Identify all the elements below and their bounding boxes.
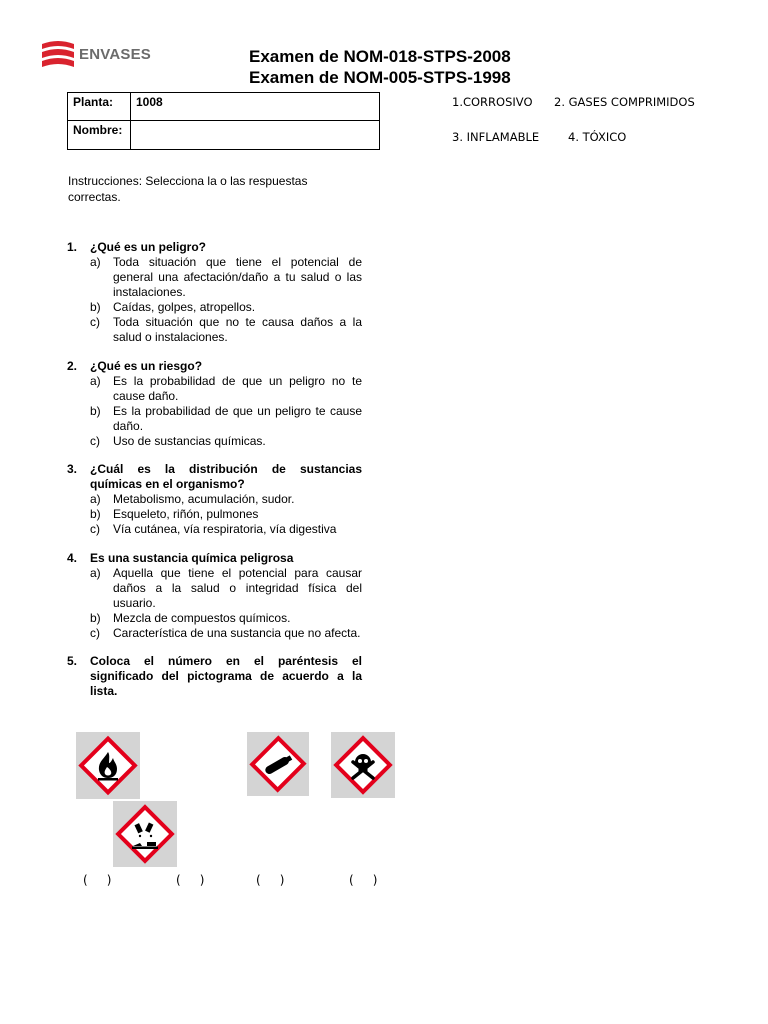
answer-option[interactable]: b) Caídas, golpes, atropellos.	[90, 300, 256, 314]
answer-blank-2[interactable]: ( )	[176, 873, 205, 887]
exam-title-1: Examen de NOM-018-STPS-2008	[249, 47, 511, 66]
question-3	[67, 462, 362, 537]
question-number: 5.	[67, 654, 78, 668]
answer-option[interactable]: b) Es la probabilidad de que un peligro te cause daño.	[90, 403, 362, 433]
question-text: Es una sustancia química peligrosa	[90, 550, 294, 565]
answer-option[interactable]: c) Toda situación que no te causa daños a la salud o instalaciones.	[90, 315, 362, 344]
question-4	[67, 551, 362, 641]
question-number: 3.	[67, 462, 78, 476]
envases-logo-icon	[41, 40, 75, 72]
question-2	[67, 359, 362, 449]
legend-item-gases: 2. GASES COMPRIMIDOS	[554, 95, 695, 109]
answer-option[interactable]: a) Aquella que tiene el potencial para causar daños a la salud o integridad física del usuario.	[90, 565, 362, 610]
answer-option[interactable]: b) Esqueleto, riñón, pulmones	[90, 507, 259, 521]
skull-crossbones-pictogram	[331, 732, 395, 798]
nombre-label: Nombre:	[68, 121, 131, 150]
answer-option[interactable]: a) Es la probabilidad de que un peligro no te cause daño.	[90, 373, 362, 403]
logo-text: ENVASES	[79, 46, 151, 63]
flame-icon	[76, 732, 140, 799]
gas-cylinder-icon	[247, 732, 309, 796]
answer-blank-3[interactable]: ( )	[256, 873, 285, 887]
answer-blank-4[interactable]: ( )	[349, 873, 378, 887]
skull-crossbones-icon	[331, 732, 395, 798]
answer-option[interactable]: a) Metabolismo, acumulación, sudor.	[90, 492, 295, 506]
question-number: 2.	[67, 358, 78, 373]
answer-option[interactable]: c) Característica de una sustancia que no afecta.	[90, 625, 361, 640]
corrosion-pictogram	[113, 801, 177, 867]
corrosion-icon	[113, 801, 177, 867]
nombre-field[interactable]	[131, 121, 380, 150]
question-text: ¿Qué es un peligro?	[90, 240, 207, 254]
gas-cylinder-pictogram	[247, 732, 309, 796]
questions-list	[67, 240, 362, 713]
planta-label: Planta:	[68, 93, 131, 121]
legend-item-toxico: 4. TÓXICO	[568, 130, 627, 144]
flame-pictogram	[76, 732, 140, 799]
answer-option[interactable]: b) Mezcla de compuestos químicos.	[90, 610, 291, 625]
answer-blank-1[interactable]: ( )	[83, 873, 112, 887]
question-number: 4.	[67, 550, 78, 565]
legend-item-inflamable: 3. INFLAMABLE	[452, 130, 540, 144]
legend-item-corrosivo: 1.CORROSIVO	[452, 95, 533, 109]
answer-option[interactable]: c) Vía cutánea, vía respiratoria, vía digestiva	[90, 522, 337, 536]
exam-title-2: Examen de NOM-005-STPS-1998	[249, 68, 511, 87]
question-text: Coloca el número en el paréntesis el significado del pictograma de acuerdo a la lista.	[90, 654, 362, 698]
instructions-text: Instrucciones: Selecciona la o las respuestas correctas.	[68, 174, 308, 204]
question-text: ¿Qué es un riesgo?	[90, 358, 203, 373]
question-number: 1.	[67, 240, 78, 254]
student-info-table	[67, 92, 380, 150]
question-5	[67, 654, 362, 699]
envases-logo	[41, 40, 171, 72]
question-1	[67, 240, 362, 345]
planta-value[interactable]: 1008	[131, 93, 380, 121]
answer-option[interactable]: a) Toda situación que tiene el potencial de general una afectación/daño a tu salud o las instalaciones.	[90, 255, 362, 299]
answer-option[interactable]: c) Uso de sustancias químicas.	[90, 433, 266, 448]
question-text: ¿Cuál es la distribución de sustancias químicas en el organismo?	[90, 462, 362, 491]
